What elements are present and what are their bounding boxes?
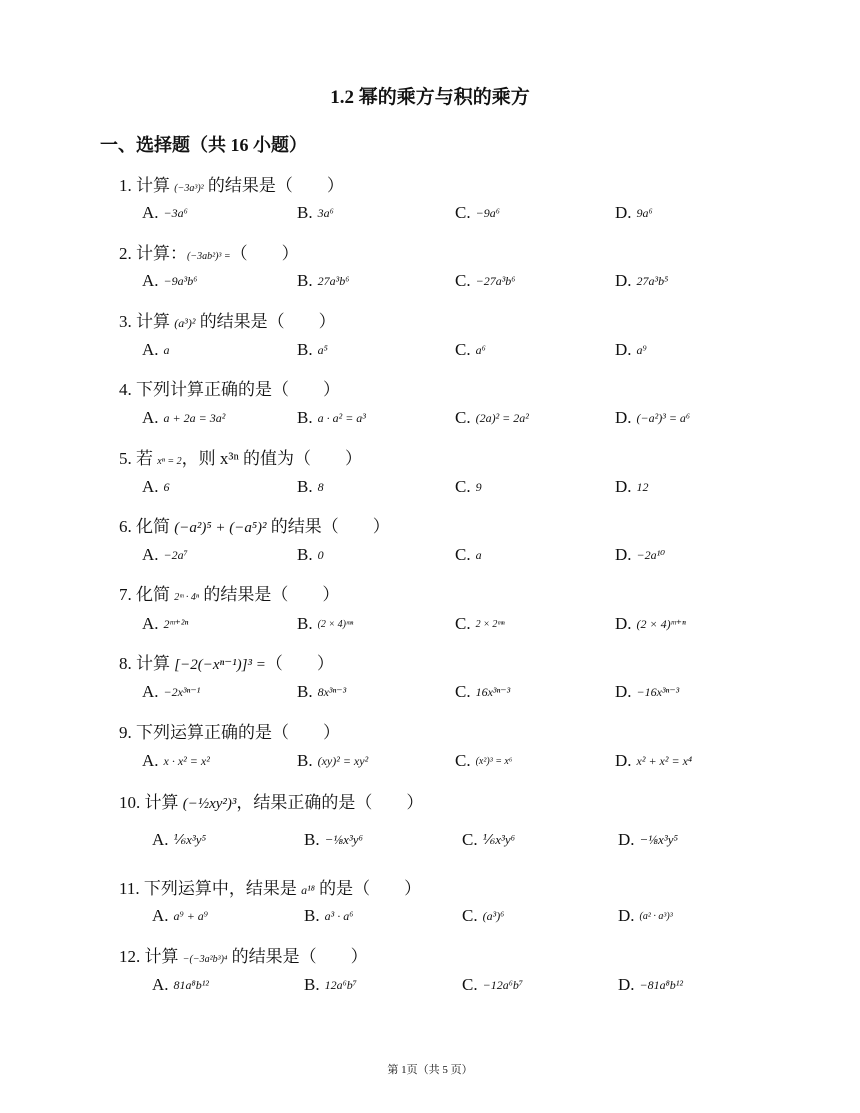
option-b: B. a · a² = a³ [297, 408, 366, 427]
question-6-options [0, 542, 860, 568]
option-b: B. (xy)² = xy² [297, 751, 369, 770]
question-7-stem: 7. 化简 2ᵐ · 4ⁿ 的结果是（ ） [119, 585, 340, 604]
option-d: D. x² + x² = x⁴ [615, 751, 693, 770]
question-12-expression: −(−3a²b³)⁴ [182, 954, 228, 965]
page-title: 1.2 幂的乘方与积的乘方 [330, 87, 530, 108]
option-c: C. 2 × 2ᵐⁿ [455, 614, 505, 633]
option-d: D. a⁹ [615, 340, 647, 359]
option-a: A. −2x³ⁿ⁻¹ [142, 682, 201, 701]
option-d: D. −⅛x³y⁵ [618, 830, 679, 849]
option-c: C. 9 [455, 477, 482, 496]
page-footer: 第 1页（共 5 页） [387, 1064, 473, 1076]
option-b: B. a³ · a⁶ [304, 906, 354, 925]
question-7-expression: 2ᵐ · 4ⁿ [174, 592, 200, 603]
question-10-options [0, 827, 860, 853]
question-3-options [0, 337, 860, 363]
option-b: B. 12a⁶b⁷ [304, 975, 357, 994]
option-d: D. (−a²)³ = a⁶ [615, 408, 691, 427]
question-11-expression: a¹⁸ [301, 883, 315, 897]
option-a: A. ⅙x³y⁵ [152, 830, 207, 849]
option-d: D. (a² · a³)³ [618, 906, 673, 925]
option-c: C. (x²)³ = x⁶ [455, 751, 513, 770]
question-4-options [0, 405, 860, 431]
question-5-options [0, 474, 860, 500]
question-1-options [0, 200, 860, 226]
option-a: A. 6 [142, 477, 170, 496]
option-a: A. −9a³b⁶ [142, 271, 198, 290]
option-d: D. 27a³b⁵ [615, 271, 669, 290]
question-1-expression: (−3a³)² [174, 183, 204, 194]
option-b: B. 0 [297, 545, 324, 564]
question-11-stem: 11. 下列运算中，结果是 a¹⁸ 的是（ ） [119, 879, 422, 898]
option-a: A. −3a⁶ [142, 203, 188, 222]
question-8-options [0, 679, 860, 705]
question-6-expression: (−a²)⁵ + (−a⁵)² [174, 520, 267, 536]
option-c: C. (a³)⁶ [462, 906, 505, 925]
option-c: C. a [455, 545, 482, 564]
option-a: A. a [142, 340, 170, 359]
option-c: C. −12a⁶b⁷ [462, 975, 524, 994]
option-a: A. x · x² = x² [142, 751, 210, 770]
option-c: C. (2a)² = 2a² [455, 408, 529, 427]
option-d: D. −16x³ⁿ⁻³ [615, 682, 680, 701]
option-b: B. 8x³ⁿ⁻³ [297, 682, 347, 701]
option-c: C. −27a³b⁶ [455, 271, 516, 290]
option-c: C. a⁶ [455, 340, 486, 359]
section-heading: 一、选择题（共 16 小题） [100, 135, 307, 155]
question-12-stem: 12. 计算 −(−3a²b³)⁴ 的结果是（ ） [119, 947, 368, 966]
question-5-expression: xⁿ = 2 [157, 456, 182, 467]
question-8-stem: 8. 计算 [−2(−xⁿ⁻¹)]³ =（ ） [119, 654, 334, 673]
question-11-options [0, 903, 860, 929]
question-10-stem: 10. 计算 (−½xy²)³，结果正确的是（ ） [119, 793, 424, 812]
option-b: B. −⅛x³y⁶ [304, 830, 364, 849]
question-2-stem: 2. 计算：(−3ab²)³ =（ ） [119, 244, 299, 263]
option-a: A. −2a⁷ [142, 545, 188, 564]
option-a: A. a⁹ + a⁹ [152, 906, 208, 925]
question-1-stem: 1. 计算 (−3a³)² 的结果是（ ） [119, 176, 344, 195]
question-3-stem: 3. 计算 (a³)² 的结果是（ ） [119, 312, 336, 331]
question-5-stem: 5. 若 xⁿ = 2，则 x³ⁿ 的值为（ ） [119, 449, 363, 468]
question-4-stem: 4. 下列计算正确的是（ ） [119, 380, 340, 399]
option-d: D. 9a⁶ [615, 203, 653, 222]
option-d: D. (2 × 4)ᵐ⁺ⁿ [615, 614, 686, 633]
question-10-expression: (−½xy²)³ [182, 796, 237, 812]
question-12-options [0, 972, 860, 998]
option-b: B. 8 [297, 477, 324, 496]
option-b: B. a⁵ [297, 340, 328, 359]
option-c: C. −9a⁶ [455, 203, 500, 222]
option-d: D. 12 [615, 477, 649, 496]
option-c: C. ⅙x³y⁶ [462, 830, 516, 849]
question-8-expression: [−2(−xⁿ⁻¹)]³ = [174, 657, 266, 673]
option-b: B. (2 × 4)ᵐⁿ [297, 614, 354, 633]
option-a: A. 81a⁸b¹² [152, 975, 209, 994]
question-3-expression: (a³)² [174, 316, 196, 330]
question-9-stem: 9. 下列运算正确的是（ ） [119, 723, 340, 742]
option-c: C. 16x³ⁿ⁻³ [455, 682, 511, 701]
option-b: B. 3a⁶ [297, 203, 334, 222]
option-a: A. a + 2a = 3a² [142, 408, 226, 427]
option-d: D. −81a⁸b¹² [618, 975, 683, 994]
option-a: A. 2ᵐ⁺²ⁿ [142, 614, 189, 633]
question-2-expression: (−3ab²)³ = [187, 251, 231, 262]
question-7-options [0, 611, 860, 637]
option-b: B. 27a³b⁶ [297, 271, 350, 290]
question-9-options [0, 748, 860, 774]
question-6-stem: 6. 化简 (−a²)⁵ + (−a⁵)² 的结果（ ） [119, 517, 390, 536]
question-2-options [0, 268, 860, 294]
option-d: D. −2a¹⁰ [615, 545, 666, 564]
